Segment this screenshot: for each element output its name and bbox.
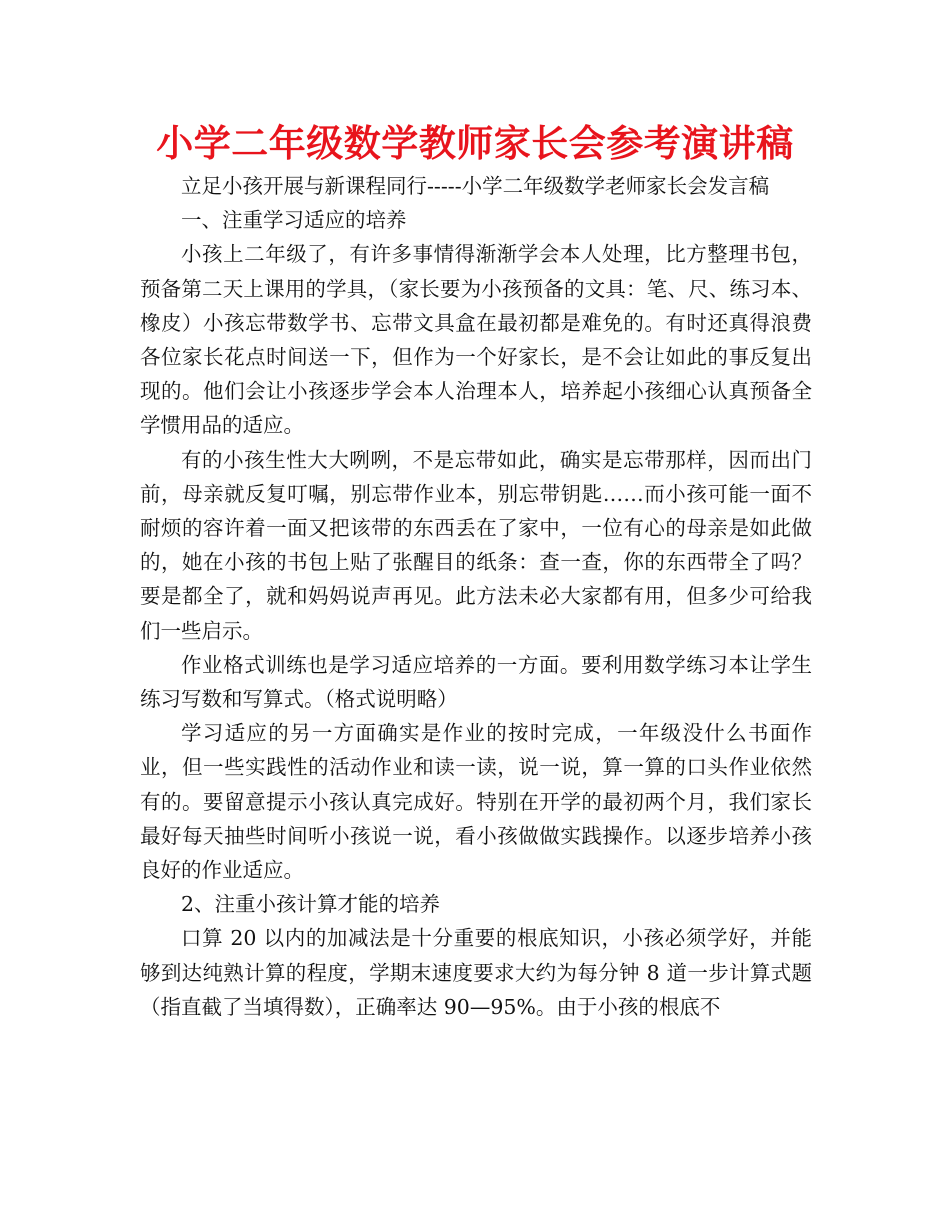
section-heading-2: 2、注重小孩计算才能的培养 xyxy=(181,892,441,917)
document-body xyxy=(140,169,812,1024)
section-heading-1: 一、注重学习适应的培养 xyxy=(181,208,407,233)
document-title: 小学二年级数学教师家长会参考演讲稿 xyxy=(156,122,794,165)
paragraph: 口算 20 以内的加减法是十分重要的根底知识，小孩必须学好，并能够到达纯熟计算的程度，学期末速度要求大约为每分钟 8 道一步计算式题（指直截了当填得数），正确率达 90—95%。由于小孩的根底不 xyxy=(140,926,812,1019)
paragraph: 有的小孩生性大大咧咧，不是忘带如此，确实是忘带那样，因而出门前，母亲就反复叮嘱，别忘带作业本，别忘带钥匙……而小孩可能一面不耐烦的容许着一面又把该带的东西丢在了家中，一位有心的母亲是如此做的，她在小孩的书包上贴了张醒目的纸条：查一查，你的东西带全了吗？要是都全了，就和妈妈说声再见。此方法未必大家都有用，但多少可给我们一些启示。 xyxy=(140,447,812,643)
paragraph: 作业格式训练也是学习适应培养的一方面。要利用数学练习本让学生练习写数和写算式。（格式说明略） xyxy=(140,652,812,712)
paragraph: 学习适应的另一方面确实是作业的按时完成，一年级没什么书面作业，但一些实践性的活动作业和读一读，说一说，算一算的口头作业依然有的。要留意提示小孩认真完成好。特别在开学的最初两个月，我们家长最好每天抽些时间听小孩说一说，看小孩做做实践操作。以逐步培养小孩良好的作业适应。 xyxy=(140,721,812,883)
paragraph: 小孩上二年级了，有许多事情得渐渐学会本人处理，比方整理书包，预备第二天上课用的学具，（家长要为小孩预备的文具：笔、尺、练习本、橡皮）小孩忘带数学书、忘带文具盒在最初都是难免的。有时还真得浪费各位家长花点时间送一下，但作为一个好家长，是不会让如此的事反复出现的。他们会让小孩逐步学会本人治理本人，培养起小孩细心认真预备全学惯用品的适应。 xyxy=(140,242,812,438)
subtitle-paragraph: 立足小孩开展与新课程同行-----小学二年级数学老师家长会发言稿 xyxy=(181,174,770,198)
